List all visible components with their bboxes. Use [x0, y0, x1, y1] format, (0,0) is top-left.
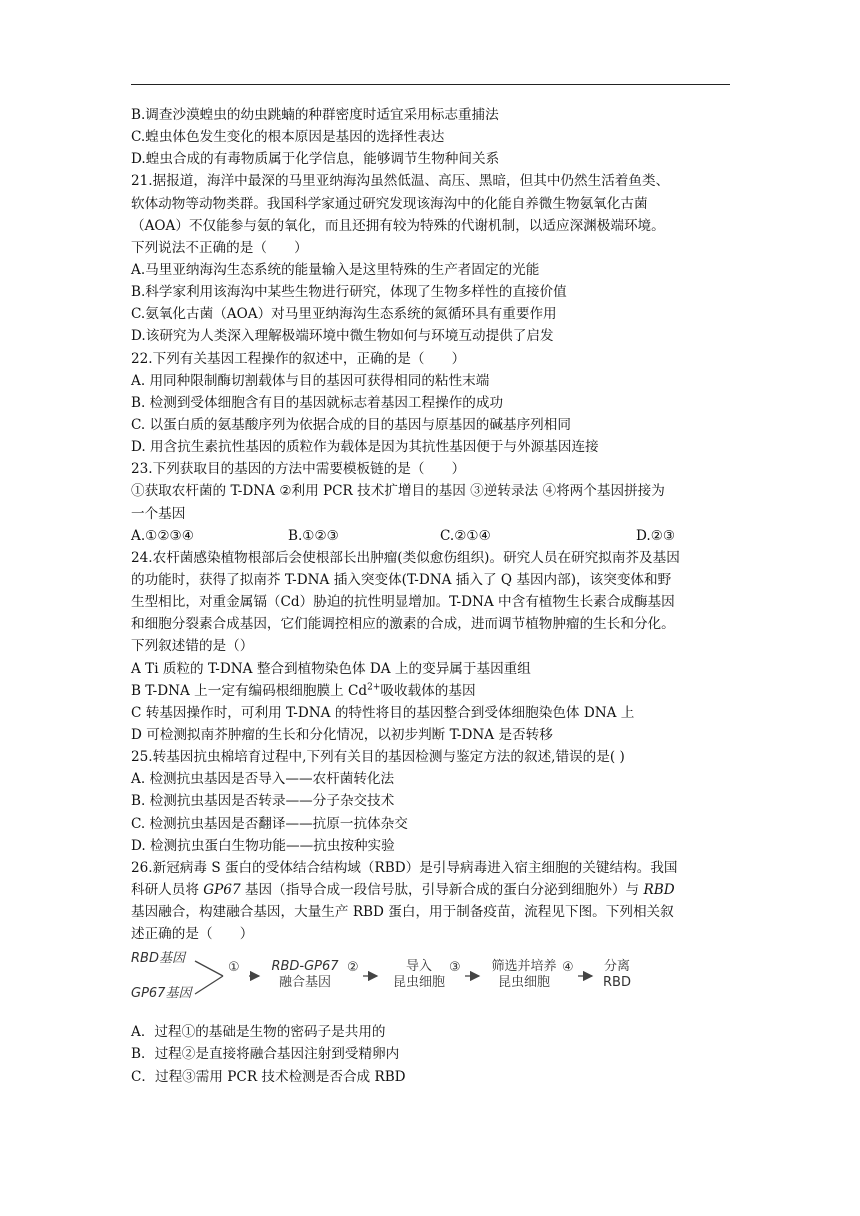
option-line-cd: B T-DNA 上一定有编码根细胞膜上 $Cd^{2+}$吸收载体的基因 [131, 682, 476, 699]
text-line: 和细胞分裂素合成基因，它们能调控相应的激素的合成，进而调节植物肿瘤的生长和分化。 [131, 616, 675, 633]
text-line: 一个基因 [131, 505, 186, 522]
question-23-stem: 23.下列获取目的基因的方法中需要模板链的是（ ） [131, 461, 466, 478]
option-b: B.①②③ [288, 527, 339, 544]
separate-rbd-label: 分离 RBD [603, 959, 631, 991]
text-line: （AOA）不仅能参与氨的氧化，而且还拥有较为特殊的代谢机制，以适应深渊极端环境。 [131, 217, 665, 234]
option-line: A. 用同种限制酶切割载体与目的基因可获得相同的粘性末端 [131, 372, 490, 389]
step-4-marker: ④ [562, 960, 574, 976]
option-line: B.科学家利用该海沟中某些生物进行研究，体现了生物多样性的直接价值 [131, 284, 567, 301]
header-rule [131, 84, 730, 85]
option-d: D.②③ [636, 527, 676, 544]
question-26-stem: 26.新冠病毒 S 蛋白的受体结合结构域（RBD）是引导病毒进入宿主细胞的关键结构。我国 [131, 859, 678, 876]
text-line: C.蝗虫体色发生变化的根本原因是基因的选择性表达 [131, 129, 445, 146]
mid-lines [131, 547, 731, 857]
top-lines [131, 104, 731, 525]
option-line: B. 检测抗虫基因是否转录——分子杂交技术 [131, 793, 395, 810]
merge-line-bottom [195, 976, 223, 994]
option-line: B. 检测到受体细胞含有目的基因就标志着基因工程操作的成功 [131, 394, 504, 411]
text-line: 基因融合，构建融合基因，大量生产 RBD 蛋白，用于制备疫苗，流程见下图。下列相关叙 [131, 904, 674, 921]
question-22-stem: 22.下列有关基因工程操作的叙述中，正确的是（ ） [131, 350, 466, 367]
fusion-gene-label: RBD-GP67 融合基因 [271, 959, 339, 991]
text-line: B.调查沙漠蝗虫的幼虫跳蝻的种群密度时适宜采用标志重捕法 [131, 107, 499, 123]
import-label: 导入 昆虫细胞 [392, 959, 445, 991]
document-body [131, 104, 731, 1088]
question-23-options [131, 525, 731, 547]
text-line: 下列说法不正确的是（ ） [131, 239, 308, 256]
option-c: C.②①④ [440, 527, 491, 544]
option-line: A．过程①的基础是生物的密码子是共用的 [131, 1024, 386, 1041]
gene-rbd-label: RBD基因 [131, 951, 185, 967]
question-26 [131, 857, 731, 946]
option-line: D. 用含抗生素抗性基因的质粒作为载体是因为其抗性基因便于与外源基因连接 [131, 439, 599, 456]
option-line: C. 检测抗虫基因是否翻译——抗原一抗体杂交 [131, 815, 408, 832]
option-line: C 转基因操作时，可利用 T-DNA 的特性将目的基因整合到受体细胞染色体 DNA 上 [131, 704, 635, 721]
question-25-stem: 25.转基因抗虫棉培育过程中,下列有关目的基因检测与鉴定方法的叙述,错误的是( ) [131, 749, 625, 766]
question-24-stem: 24.农杆菌感染植物根部后会使根部长出肿瘤(类似愈伤组织)。研究人员在研究拟南芥及基因 [131, 549, 680, 566]
text-line: D.蝗虫合成的有毒物质属于化学信息，能够调节生物种间关系 [131, 151, 500, 168]
text-line: 软体动物等动物类群。我国科学家通过研究发现该海沟中的化能自养微生物氨氧化古菌 [131, 195, 648, 212]
bottom-lines [131, 1021, 731, 1087]
option-line: C.氨氧化古菌（AOA）对马里亚纳海沟生态系统的氮循环具有重要作用 [131, 306, 557, 323]
option-line: D. 检测抗虫蛋白生物功能——抗虫按种实验 [131, 837, 395, 854]
step-2-marker: ② [347, 960, 359, 976]
step-3-marker: ③ [449, 960, 461, 976]
flow-diagram [131, 947, 731, 1017]
text-line: 生型相比，对重金属镉（Cd）胁迫的抗性明显增加。T-DNA 中含有植物生长素合成酶基因 [131, 594, 675, 611]
screen-culture-label: 筛选并培养 昆虫细胞 [491, 959, 557, 991]
text-line: ①获取农杆菌的 T-DNA ②利用 PCR 技术扩增目的基因 ③逆转录法 ④将两个基因拼接为 [131, 483, 665, 500]
option-line: D 可检测拟南芥肿瘤的生长和分化情况，以初步判断 T-DNA 是否转移 [131, 726, 553, 743]
option-a: A.①②③④ [131, 527, 194, 544]
text-line: 科研人员将 GP67 基因（指导合成一段信号肽，引导新合成的蛋白分泌到细胞外）与 RBD [131, 881, 675, 898]
text-line: 的功能时，获得了拟南芥 T-DNA 插入突变体(T-DNA 插入了 Q 基因内部)，该突变体和野 [131, 571, 672, 588]
merge-line-top [195, 961, 223, 976]
option-line: A.马里亚纳海沟生态系统的能量输入是这里特殊的生产者固定的光能 [131, 261, 540, 278]
gene-gp67-label: GP67基因 [131, 986, 192, 1002]
option-line: C．过程③需用 PCR 技术检测是否合成 RBD [131, 1068, 406, 1085]
option-line: C. 以蛋白质的氨基酸序列为依据合成的目的基因与原基因的碱基序列相同 [131, 416, 571, 433]
step-1-marker: ① [228, 960, 240, 976]
question-21-stem: 21.据报道，海洋中最深的马里亚纳海沟虽然低温、高压、黑暗，但其中仍然生活着鱼类、 [131, 173, 670, 190]
text-line: 述正确的是（ ） [131, 926, 254, 943]
option-line: A Ti 质粒的 T-DNA 整合到植物染色体 DA 上的变异属于基因重组 [131, 660, 531, 677]
text-line: 下列叙述错的是（） [131, 638, 254, 655]
option-line: D.该研究为人类深入理解极端环境中微生物如何与环境互动提供了启发 [131, 328, 554, 345]
option-line: A. 检测抗虫基因是否导入——农杆菌转化法 [131, 771, 395, 788]
option-line: B．过程②是直接将融合基因注射到受精卵内 [131, 1046, 400, 1063]
